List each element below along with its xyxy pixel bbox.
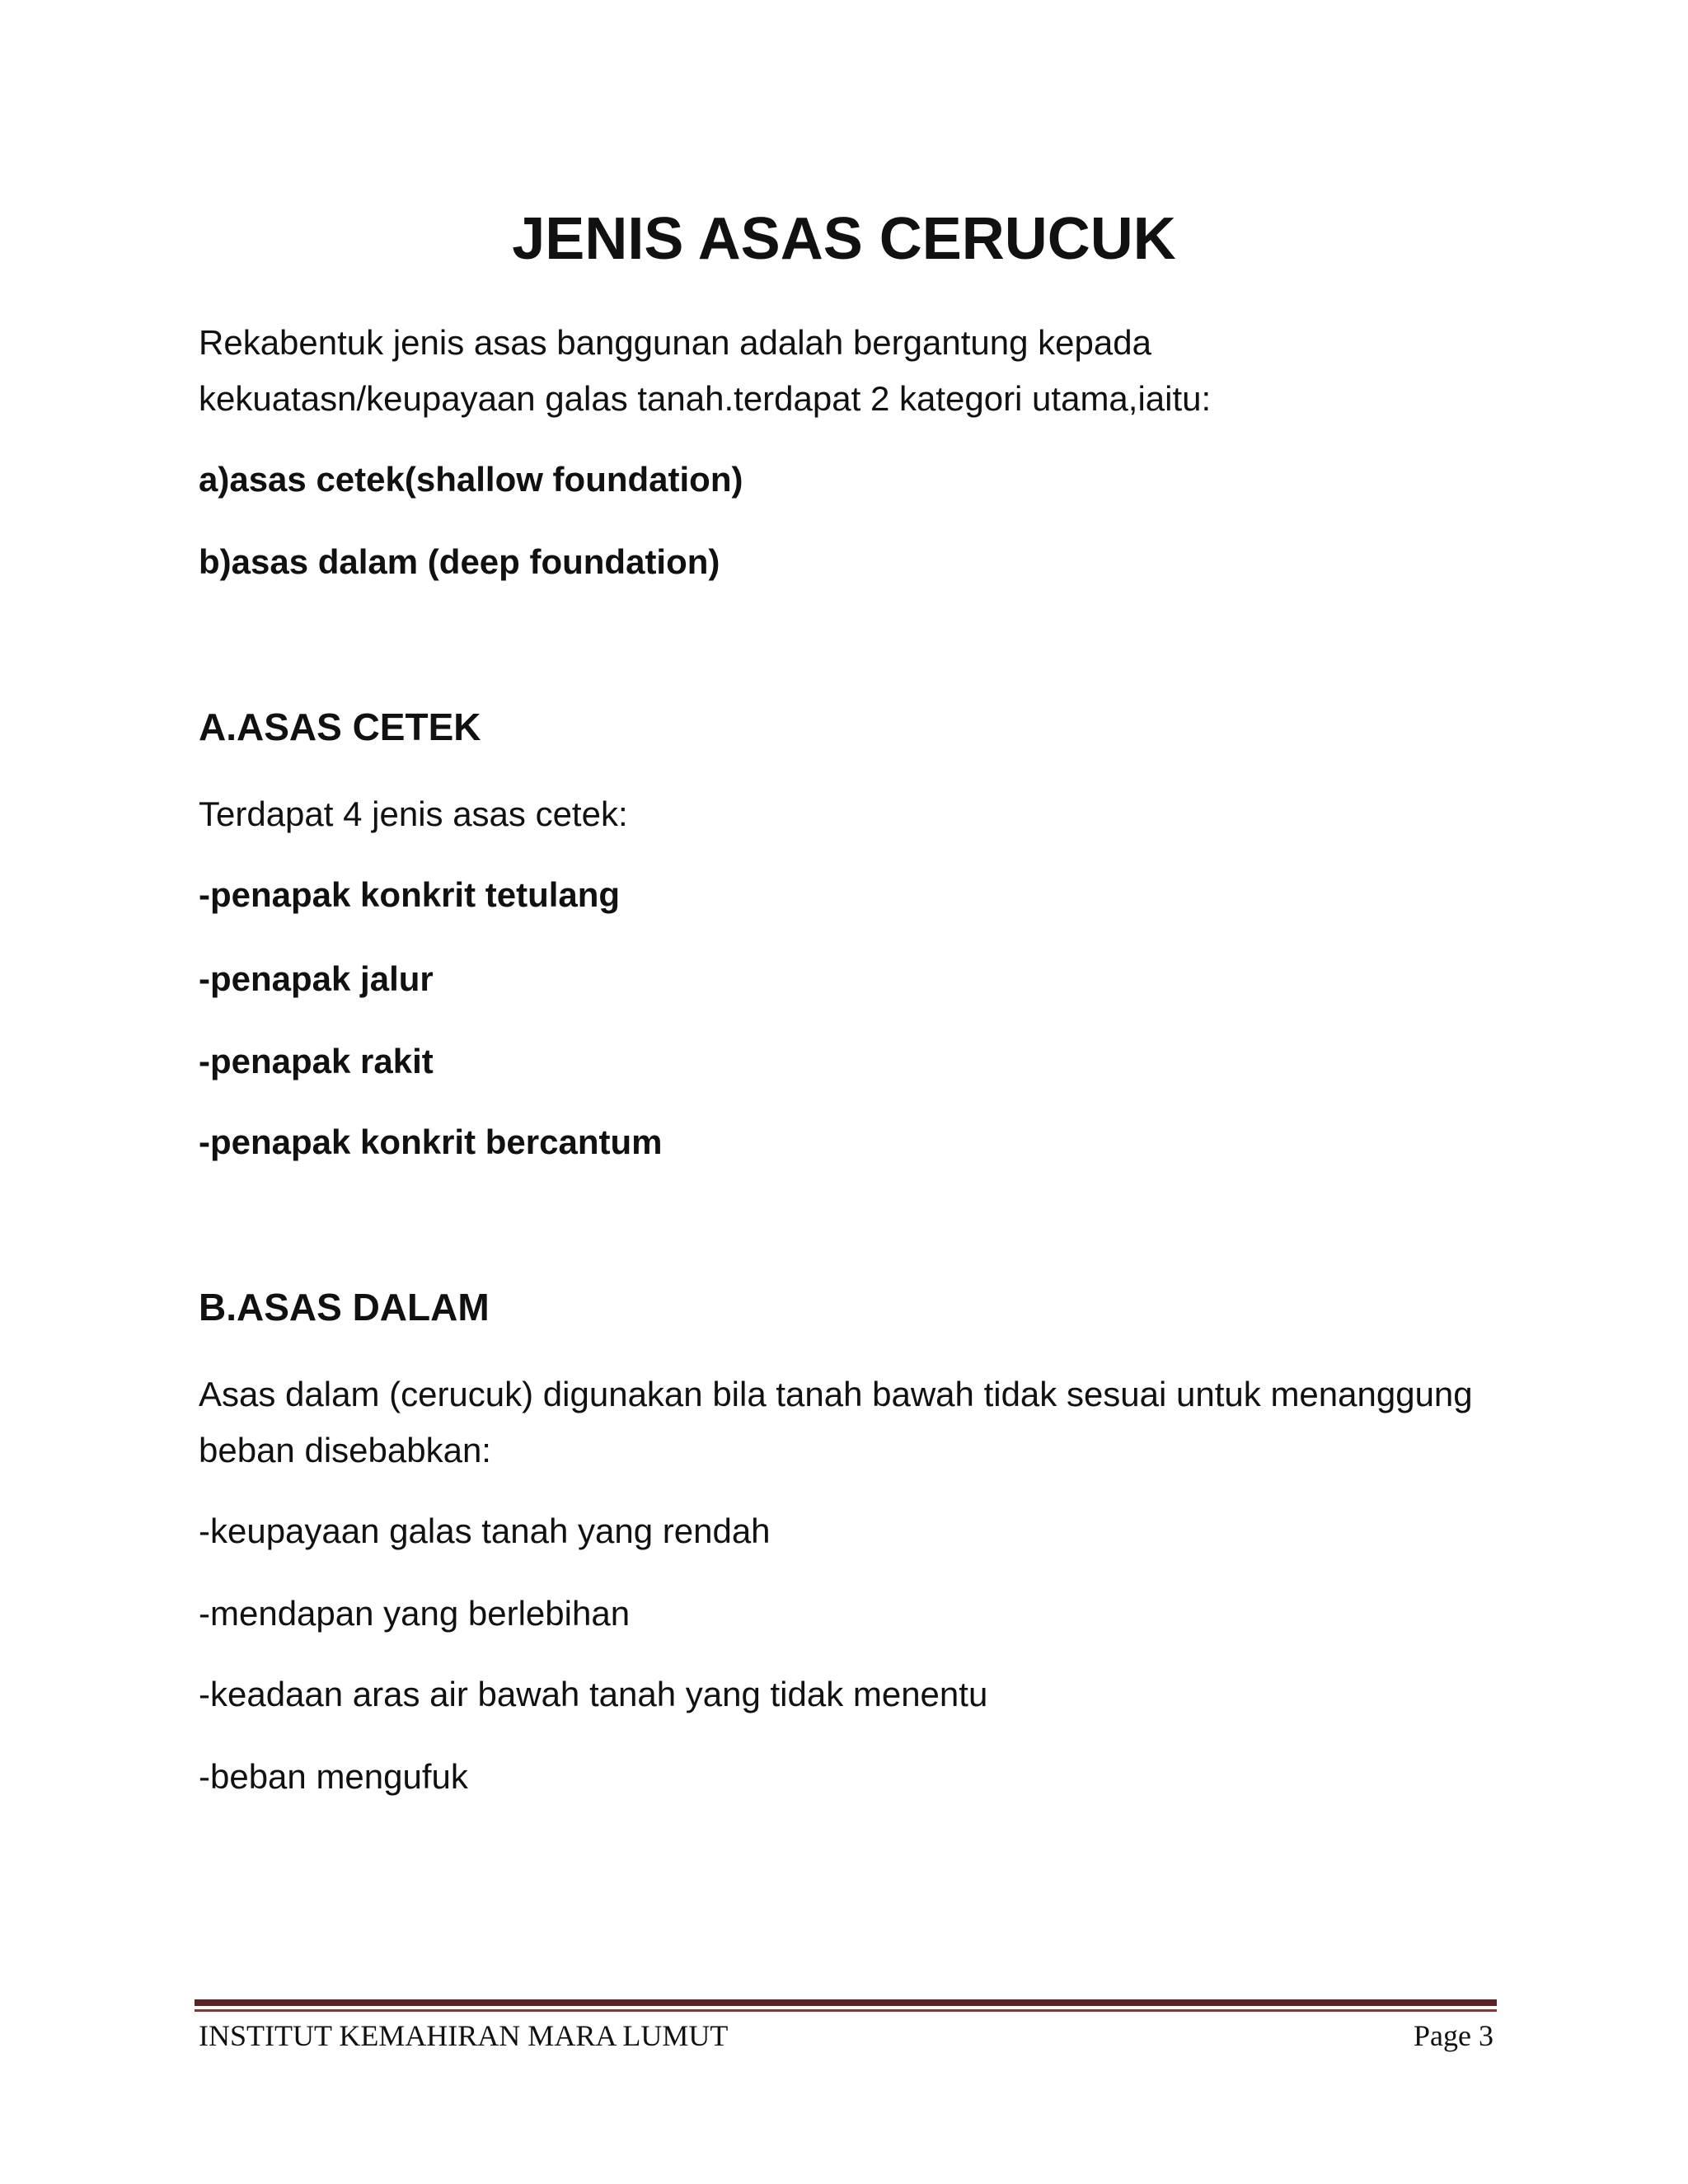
section-b-heading: B.ASAS DALAM [199, 1286, 490, 1329]
list-item: -penapak konkrit tetulang [199, 875, 621, 914]
category-b: b)asas dalam (deep foundation) [199, 542, 720, 581]
intro-line: Rekabentuk jenis asas banggunan adalah bergantung kepada [199, 323, 1151, 362]
intro-paragraph [199, 315, 1534, 427]
page-title: JENIS ASAS CERUCUK [512, 206, 1176, 272]
list-item: -penapak konkrit bercantum [199, 1122, 663, 1161]
list-item: -beban mengufuk [199, 1757, 468, 1796]
list-item: -penapak rakit [199, 1042, 434, 1080]
section-a-heading: A.ASAS CETEK [199, 705, 481, 748]
section-b-intro-line: Asas dalam (cerucuk) digunakan bila tanah bawah tidak sesuai untuk menanggung [199, 1375, 1473, 1413]
intro-line: kekuatasn/keupayaan galas tanah.terdapat 2 kategori utama,iaitu: [199, 379, 1212, 418]
category-a: a)asas cetek(shallow foundation) [199, 460, 743, 499]
list-item: -keupayaan galas tanah yang rendah [199, 1511, 771, 1550]
list-item: -mendapan yang berlebihan [199, 1594, 631, 1633]
list-item: -penapak jalur [199, 959, 434, 998]
footer-divider-thin [195, 2009, 1497, 2012]
page-number: Page 3 [1414, 2019, 1493, 2052]
list-item: -keadaan aras air bawah tanah yang tidak menentu [199, 1675, 988, 1713]
section-b-intro [199, 1366, 1534, 1479]
footer-institution: INSTITUT KEMAHIRAN MARA LUMUT [199, 2019, 729, 2052]
footer-divider [195, 1999, 1497, 2006]
section-a-intro: Terdapat 4 jenis asas cetek: [199, 794, 628, 833]
section-b-intro-line: beban disebabkan: [199, 1431, 491, 1469]
